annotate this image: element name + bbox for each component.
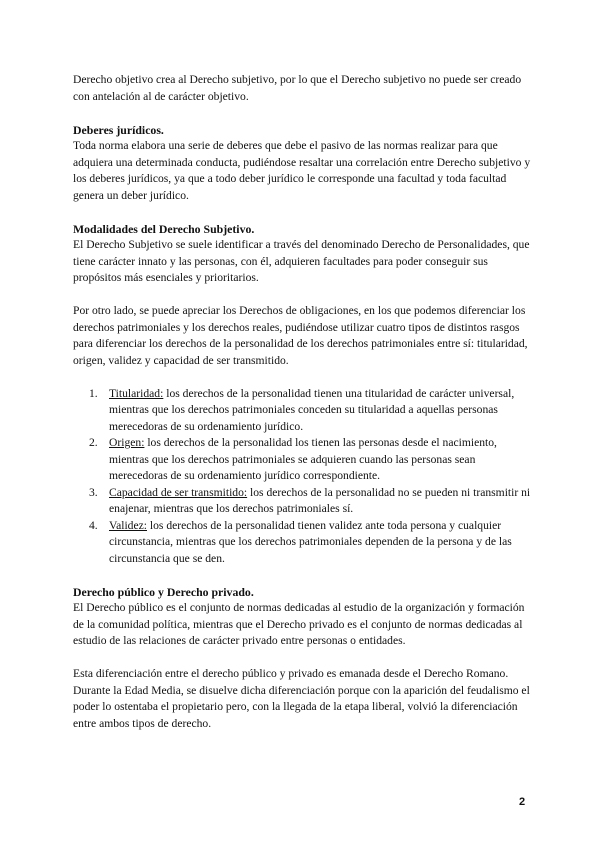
publico-paragraph-2: Esta diferenciación entre el derecho público y privado es emanada desde el Derecho Romano. Durante la Edad Media, se disuelve dicha diferenciación porque con la aparición del feudalismo el poder lo ostentaba el propietario pero, con la llegada de la etapa liberal, volvió la diferenciación entre ambos tipos de derecho.	[73, 667, 530, 730]
intro-paragraph: Derecho objetivo crea al Derecho subjetivo, por lo que el Derecho subjetivo no puede ser creado con antelación al de carácter objetivo.	[73, 73, 522, 103]
modalidades-paragraph-2: Por otro lado, se puede apreciar los Derechos de obligaciones, en los que podemos diferenciar los derechos patrimoniales y los derechos reales, pudiéndose utilizar cuatro tipos de distintos rasgos para diferenciar los derechos de la personalidad de los derechos patrimoniales entre sí: titularidad, origen, validez y capacidad de ser transmitido.	[73, 304, 528, 367]
list-item	[73, 518, 533, 568]
deberes-paragraph: Toda norma elabora una serie de deberes que debe el pasivo de las normas realizar para que adquiera una determinada conducta, pudiéndose resaltar una correlación entre Derecho subjetivo y los deberes jurídicos, ya que a todo deber jurídico le corresponde una facultad y toda facultad genera un deber jurídico.	[73, 139, 531, 202]
list-item-text: los derechos de la personalidad no se pueden ni transmitir ni enajenar, mientras que los derechos patrimoniales sí.	[109, 485, 531, 515]
list-item-number: 4.	[89, 518, 98, 532]
list-item-text: los derechos de la personalidad tienen una titularidad de carácter universal, mientras que los derechos patrimoniales conceden su titularidad a aquellas personas merecedoras de su ordenamiento jurídico.	[109, 386, 515, 433]
list-item-number: 1.	[89, 386, 98, 400]
list-item-term: Titularidad:	[109, 386, 164, 400]
page-number: 2	[519, 796, 526, 808]
document-page	[73, 72, 533, 732]
modalidades-paragraph-1: El Derecho Subjetivo se suele identificar a través del denominado Derecho de Personalidades, que tiene carácter innato y las personas, con él, adquieren facultades para poder conseguir sus propósitos más esenciales y prioritarios.	[73, 238, 530, 284]
list-item	[73, 435, 533, 485]
list-item-text: los derechos de la personalidad los tienen las personas desde el nacimiento, mientras que los derechos patrimoniales se adquieren cuando las personas sean merecedoras de su ordenamiento jurídico correspondiente.	[109, 436, 497, 482]
publico-heading: Derecho público y Derecho privado.	[73, 584, 254, 599]
publico-paragraph-1: El Derecho público es el conjunto de normas dedicadas al estudio de la organización y formación de la comunidad política, mientras que el Derecho privado es el conjunto de normas dedicadas al estudio de las relaciones de carácter privado entre personas o entidades.	[73, 601, 525, 647]
list-item-term: Validez:	[109, 518, 147, 532]
list-item	[73, 386, 533, 436]
list-item-text: los derechos de la personalidad tienen validez ante toda persona y cualquier circunstancia, mientras que los derechos patrimoniales dependen de la persona y de las circunstancia que se den.	[109, 518, 512, 565]
list-item	[73, 485, 533, 518]
deberes-heading: Deberes jurídicos.	[73, 122, 164, 137]
list-item-number: 2.	[89, 436, 98, 449]
rasgos-list	[73, 386, 533, 568]
list-item-term: Origen:	[109, 436, 145, 449]
list-item-number: 3.	[89, 485, 98, 499]
list-item-term: Capacidad de ser transmitido:	[109, 485, 248, 499]
modalidades-heading: Modalidades del Derecho Subjetivo.	[73, 221, 255, 236]
